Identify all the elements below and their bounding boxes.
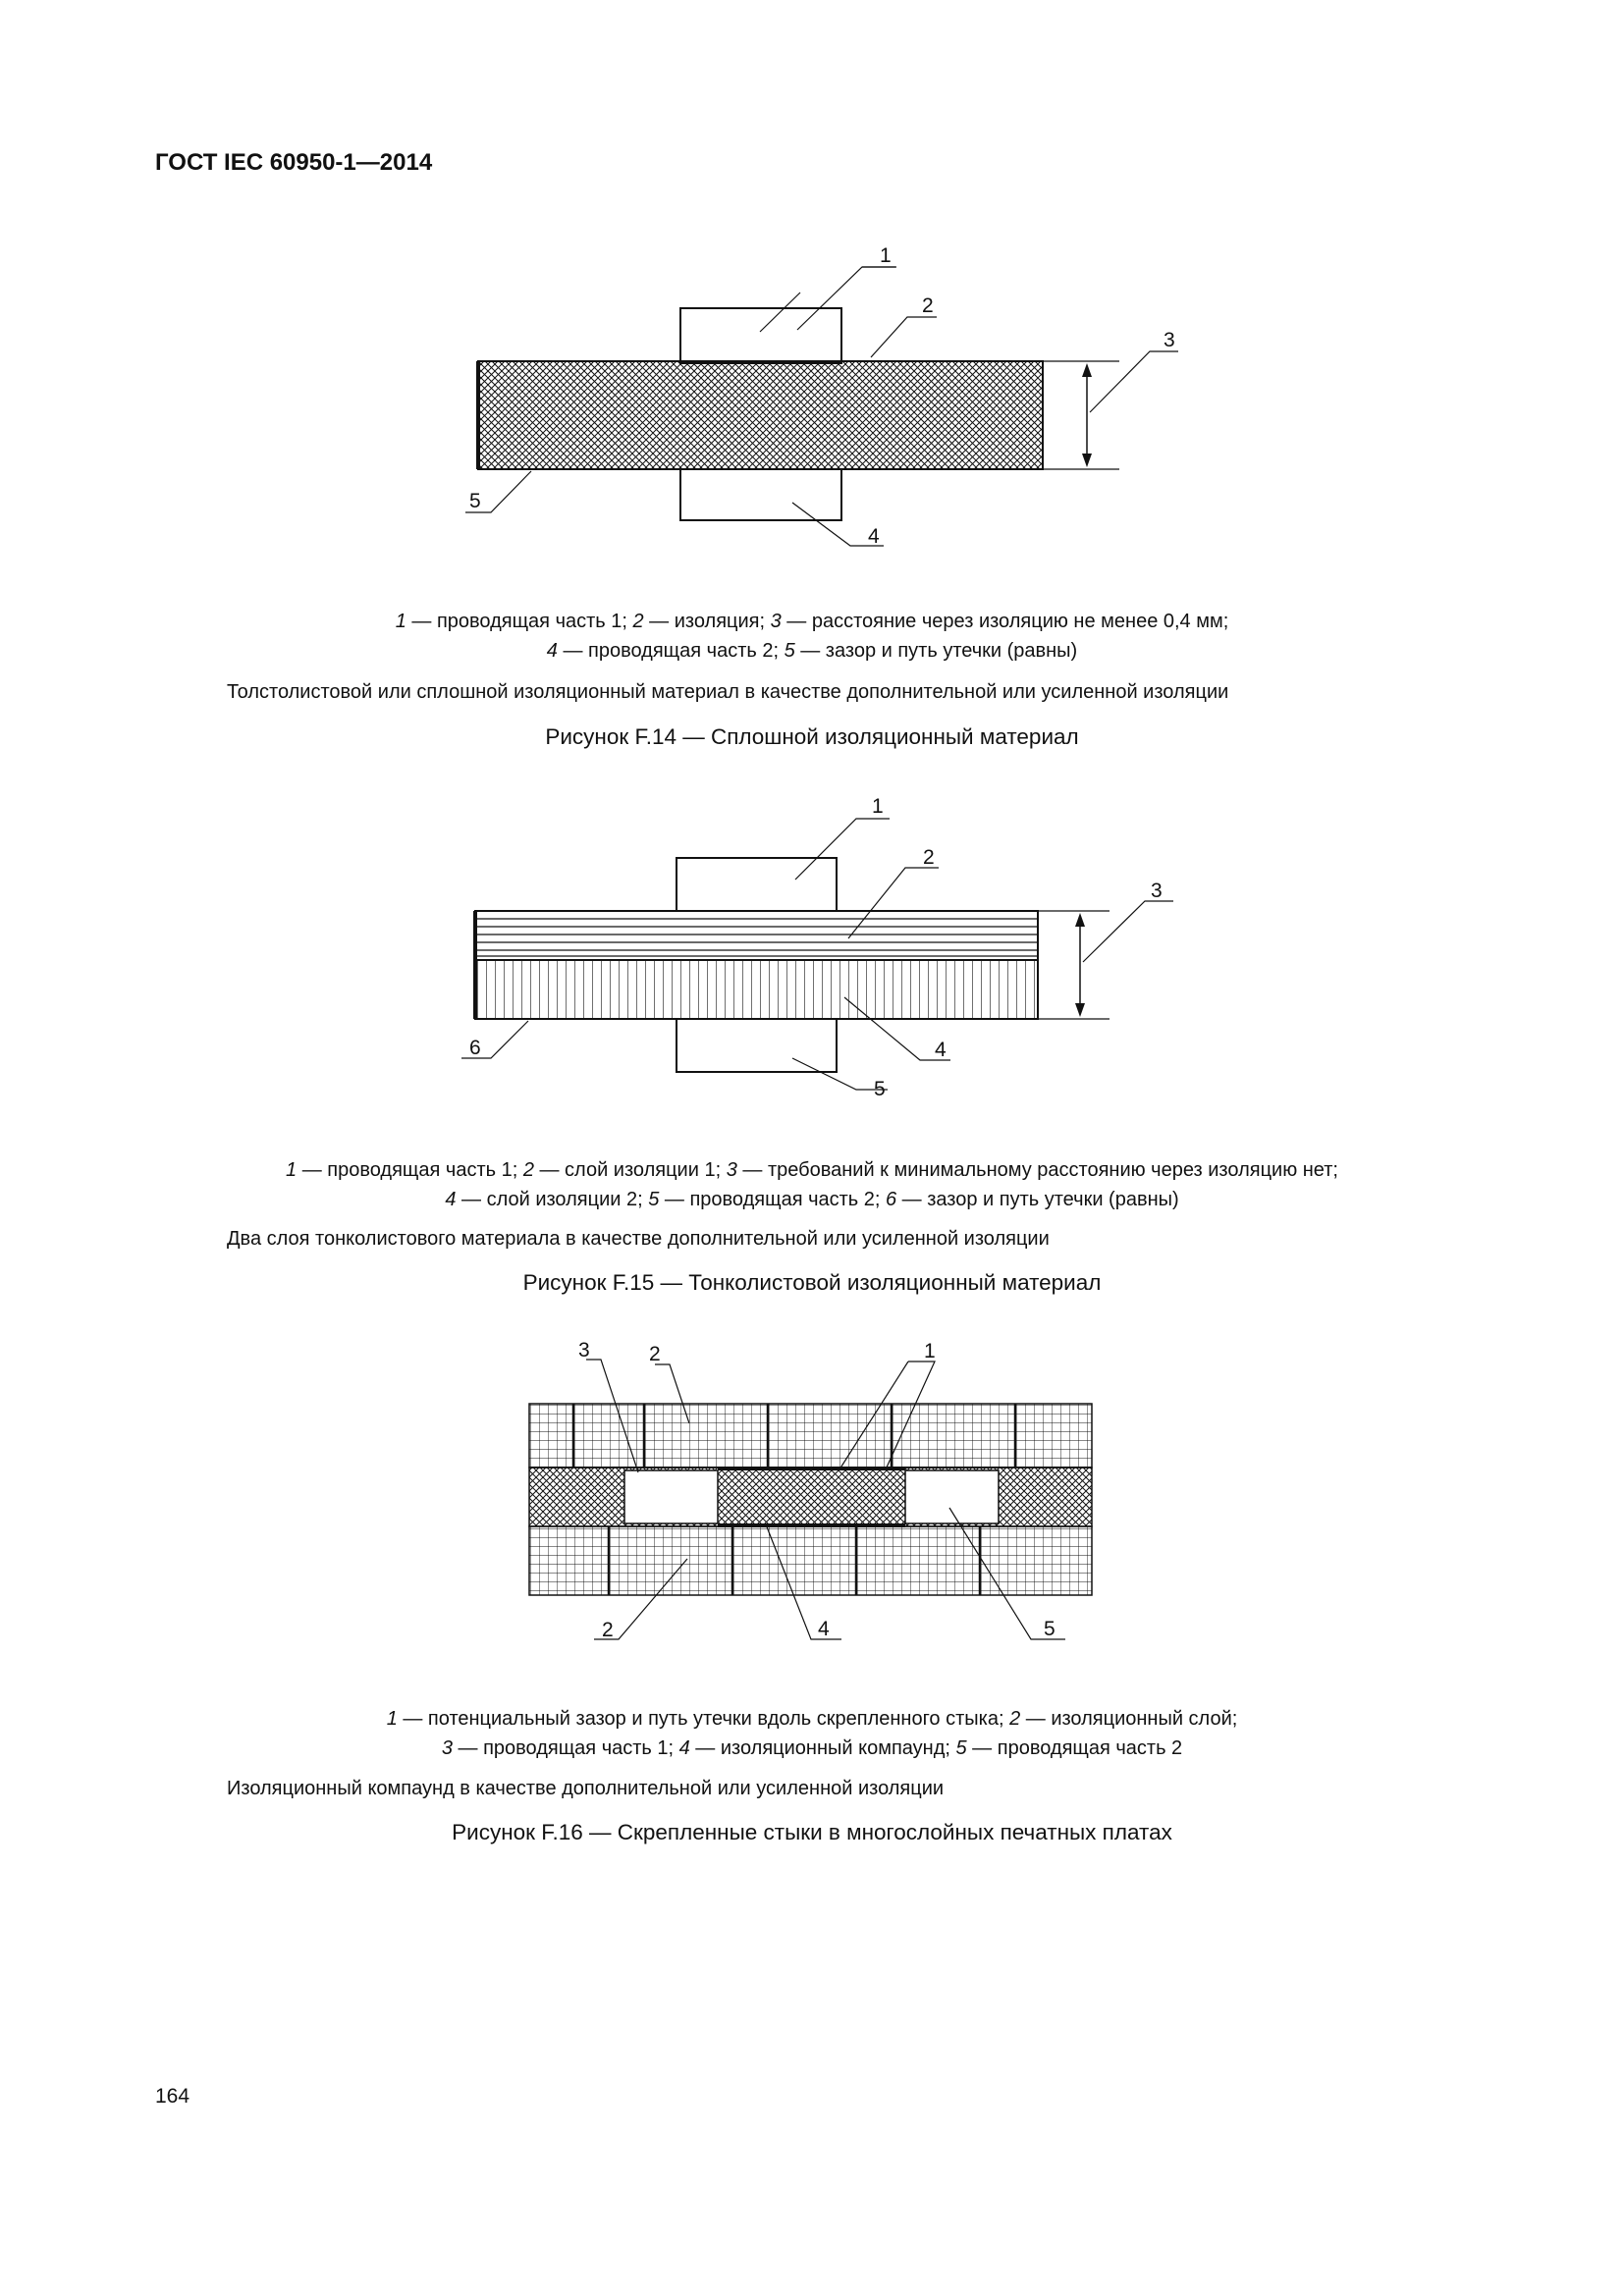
callout-label: 3 xyxy=(1164,329,1175,351)
figure-f16-caption: Рисунок F.16 — Скрепленные стыки в многослойных печатных платах xyxy=(452,1820,1172,1844)
figure-f14-diagram xyxy=(0,236,1624,569)
legend-text: — расстояние через изоляцию не менее 0,4 мм; xyxy=(781,611,1229,632)
conductive-part-2 xyxy=(680,469,841,520)
legend-number: 1 xyxy=(395,611,406,632)
legend-text: — проводящая часть 1; xyxy=(297,1159,523,1181)
callout-label: 1 xyxy=(872,795,884,818)
callout-label: 5 xyxy=(874,1078,886,1100)
legend-text: — потенциальный зазор и путь утечки вдоль скрепленного стыка; xyxy=(397,1708,1010,1730)
legend-number: 6 xyxy=(886,1189,897,1210)
conductive-part-1 xyxy=(677,858,837,911)
callout-label: 4 xyxy=(935,1039,947,1061)
insulating-compound xyxy=(529,1468,1092,1526)
callout-label: 1 xyxy=(880,244,892,267)
insulation-layer-2 xyxy=(475,960,1038,1019)
legend-number: 5 xyxy=(784,640,795,662)
legend-number: 3 xyxy=(726,1159,737,1181)
callout-label: 2 xyxy=(649,1343,661,1365)
legend-number: 3 xyxy=(441,1737,453,1759)
legend-number: 4 xyxy=(546,640,558,662)
document-header: ГОСТ IEC 60950-1—2014 xyxy=(155,149,433,176)
callout-label: 6 xyxy=(469,1037,481,1059)
insulation-layer-top xyxy=(529,1404,1092,1468)
conductive-part-1 xyxy=(624,1470,718,1523)
figure-f14-legend xyxy=(0,607,1624,666)
legend-text: — проводящая часть 2 xyxy=(966,1737,1183,1759)
callout-label: 2 xyxy=(602,1619,614,1641)
callout-label: 5 xyxy=(1044,1618,1056,1640)
legend-text: — слой изоляции 1; xyxy=(533,1159,727,1181)
callout-label: 3 xyxy=(1151,880,1163,902)
legend-text: — зазор и путь утечки (равны) xyxy=(794,640,1078,662)
legend-text: — проводящая часть 2; xyxy=(557,640,785,662)
callout-label: 1 xyxy=(924,1340,936,1362)
legend-number: 4 xyxy=(678,1737,690,1759)
legend-text: — изоляционный слой; xyxy=(1020,1708,1238,1730)
insulation-layer-bottom xyxy=(529,1526,1092,1595)
callout-label: 2 xyxy=(923,846,935,869)
figure-f15-note: Два слоя тонколистового материала в качестве дополнительной или усиленной изоляции xyxy=(227,1228,1050,1250)
callout-label: 3 xyxy=(578,1339,590,1362)
figure-f16-legend xyxy=(0,1704,1624,1763)
legend-number: 1 xyxy=(386,1708,398,1730)
figure-f14-caption: Рисунок F.14 — Сплошной изоляционный материал xyxy=(545,724,1079,749)
insulation-block xyxy=(478,361,1043,469)
figure-f16-diagram xyxy=(0,1330,1624,1654)
legend-text: — проводящая часть 2; xyxy=(659,1189,886,1210)
legend-number: 5 xyxy=(955,1737,967,1759)
legend-text: — проводящая часть 1; xyxy=(452,1737,679,1759)
legend-text: — слой изоляции 2; xyxy=(456,1189,649,1210)
legend-text: — изоляционный компаунд; xyxy=(689,1737,956,1759)
conductive-part-2 xyxy=(677,1019,837,1072)
legend-text: — проводящая часть 1; xyxy=(406,611,633,632)
legend-text: — изоляция; xyxy=(643,611,771,632)
legend-text: — зазор и путь утечки (равны) xyxy=(896,1189,1179,1210)
legend-number: 2 xyxy=(522,1159,534,1181)
figure-f15-diagram xyxy=(0,785,1624,1119)
legend-number: 4 xyxy=(445,1189,457,1210)
figure-f16-note: Изоляционный компаунд в качестве дополнительной или усиленной изоляции xyxy=(227,1778,945,1799)
figure-f14-note: Толстолистовой или сплошной изоляционный материал в качестве дополнительной или усиленной изоляции xyxy=(227,681,1229,703)
conductive-part-1 xyxy=(680,308,841,363)
legend-number: 2 xyxy=(1009,1708,1021,1730)
legend-number: 5 xyxy=(648,1189,660,1210)
callout-label: 4 xyxy=(868,525,880,548)
callout-label: 2 xyxy=(922,294,934,317)
conductive-part-2 xyxy=(905,1470,999,1523)
figure-f15-legend xyxy=(0,1155,1624,1214)
figure-f15-caption: Рисунок F.15 — Тонколистовой изоляционный материал xyxy=(522,1270,1102,1295)
callout-label: 5 xyxy=(469,490,481,512)
callout-label: 4 xyxy=(818,1618,830,1640)
legend-text: — требований к минимальному расстоянию через изоляцию нет; xyxy=(736,1159,1338,1181)
legend-number: 1 xyxy=(286,1159,298,1181)
legend-number: 3 xyxy=(770,611,782,632)
legend-number: 2 xyxy=(632,611,644,632)
page-number: 164 xyxy=(155,2085,190,2108)
